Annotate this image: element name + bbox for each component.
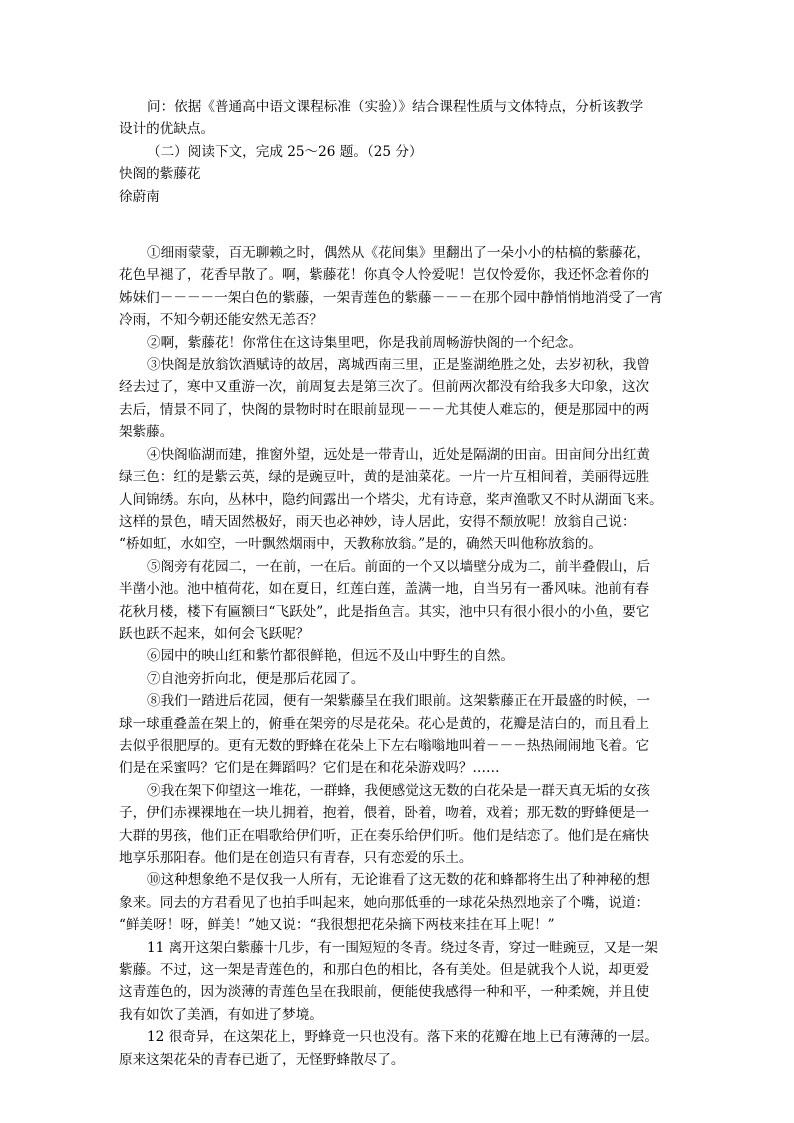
article-author: 徐蔚南 (119, 188, 160, 205)
paragraph-2 (119, 332, 679, 354)
paragraph-line: ①细雨蒙蒙，百无聊赖之时，偶然从《花间集》里翻出了一朵小小的枯槁的紫藤花， (147, 245, 650, 262)
question-line: 设计的优缺点。 (119, 121, 215, 138)
paragraph-9 (119, 780, 679, 870)
paragraph-line: ⑨我在架下仰望这一堆花，一群蜂，我便感觉这无数的白花朵是一群天真无垢的女孩 (147, 782, 650, 799)
paragraph-line: 去似乎很肥厚的。更有无数的野蜂在花朵上下左右嗡嗡地叫着－－－热热闹闹地飞着。它 (119, 737, 650, 754)
paragraph-line: 球一球重叠盖在架上的，俯垂在架旁的尽是花朵。花心是黄的，花瓣是洁白的，而且看上 (119, 715, 650, 732)
paragraph-line: ③快阁是放翁饮酒赋诗的故居，离城西南三里，正是鉴湖绝胜之处，去岁初秋，我曾 (147, 357, 650, 374)
paragraph-line: “鲜美呀！呀，鲜美！”她又说：“我很想把花朵摘下两枝来挂在耳上呢！” (119, 917, 555, 934)
paragraph-line: 冷雨，不知今朝还能安然无恙否？ (119, 312, 323, 329)
paragraph-line: 们是在采蜜吗？它们是在舞蹈吗？它们是在和花朵游戏吗？…… (119, 760, 500, 777)
paragraph-8 (119, 690, 679, 780)
paragraph-line: ⑩这种想象绝不是仅我一人所有，无论谁看了这无数的花和蜂都将生出了种神秘的想 (147, 872, 650, 889)
paragraph-5 (119, 556, 679, 646)
paragraph-7 (119, 668, 679, 690)
paragraph-line: 大群的男孩，他们正在唱歌给伊们听，正在奏乐给伊们听。他们是结恋了。他们是在痛快 (119, 827, 650, 844)
paragraph-10 (119, 869, 679, 936)
question-line: 问：依据《普通高中语文课程标准（实验）》结合课程性质与文体特点，分析该教学 (147, 99, 644, 115)
paragraph-line: 紫藤。不过，这一架是青莲色的，和那白色的相比，各有美处。但是就我个人说，却更爱 (119, 962, 650, 979)
paragraph-line: 绿三色：红的是紫云英，绿的是豌豆叶，黄的是油菜花。一片一片互相间着，美丽得远胜 (119, 469, 650, 486)
paragraph-line: ②啊，紫藤花！你常住在这诗集里吧，你是我前周畅游快阁的一个纪念。 (147, 334, 582, 351)
paragraph-11 (119, 937, 679, 1027)
paragraph-line: 人间锦绣。东向，丛林中，隐约间露出一个塔尖，尤有诗意，桨声渔歌又不时从湖面飞来。 (119, 491, 663, 508)
article-title: 快阁的紫藤花 (119, 166, 201, 183)
paragraph-line: 我有如饮了美酒，有如进了梦境。 (119, 1006, 323, 1023)
paragraph-1 (119, 242, 679, 332)
paragraph-line: 花秋月楼，楼下有匾额曰“飞跃处”，此是指鱼言。其实，池中只有很小很小的小鱼，要它 (119, 603, 650, 620)
paragraph-6 (119, 645, 679, 667)
spacer (119, 208, 679, 242)
paragraph-line: ⑤阁旁有花园二，一在前，一在后。前面的一个又以墙壁分成为二，前半叠假山，后 (147, 558, 650, 575)
paragraph-line: 花色早褪了，花香早散了。啊，紫藤花！你真令人怜爱呢！岂仅怜爱你，我还怀念着你的 (119, 267, 650, 284)
paragraph-line: ⑧我们一踏进后花园，便有一架紫藤呈在我们眼前。这架紫藤正在开最盛的时候，一 (147, 693, 650, 710)
paragraph-line: “桥如虹，水如空，一叶飘然烟雨中，天教称放翁。”是的，确然天叫他称放翁的。 (119, 536, 602, 553)
paragraph-line: 架紫藤。 (119, 424, 174, 441)
paragraph-line: ⑦自池旁折向北，便是那后花园了。 (147, 670, 365, 687)
paragraph-4 (119, 444, 679, 556)
paragraph-12 (119, 1026, 679, 1071)
paragraph-line: 经去过了，寒中又重游一次，前周复去是第三次了。但前两次都没有给我多大印象，这次 (119, 379, 650, 396)
paragraph-line: 这青莲色的，因为淡薄的青莲色呈在我眼前，便能使我感得一种和平，一种柔婉，并且使 (119, 984, 650, 1001)
paragraph-line: 12 很奇异，在这架花上，野蜂竟一只也没有。落下来的花瓣在地上已有薄薄的一层。 (147, 1029, 658, 1046)
section-instruction: （二）阅读下文，完成 25～26 题。（25 分） (147, 143, 423, 160)
question-block (119, 96, 679, 141)
paragraph-line: 跃也跃不起来，如何会飞跃呢？ (119, 625, 310, 642)
paragraph-line: 象来。同去的方君看见了也拍手叫起来，她向那低垂的一球花朵热烈地亲了个嘴，说道： (119, 894, 650, 911)
paragraph-line: 姊妹们－－－－一架白色的紫藤，一架青莲色的紫藤－－－在那个园中静悄悄地消受了一宵 (119, 289, 663, 306)
article-body (119, 242, 679, 1071)
paragraph-line: 子，伊们赤裸裸地在一块儿拥着，抱着，偎着，卧着，吻着，戏着；那无数的野蜂便是一 (119, 805, 650, 822)
paragraph-3 (119, 354, 679, 444)
paragraph-line: 半凿小池。池中植荷花，如在夏日，红莲白莲，盖满一地，自当另有一番风味。池前有春 (119, 581, 650, 598)
paragraph-line: 原来这架花朵的青春已逝了，无怪野蜂散尽了。 (119, 1051, 405, 1068)
paragraph-line: 这样的景色，晴天固然极好，雨天也必神妙，诗人居此，安得不颓放呢！放翁自己说： (119, 513, 636, 530)
document-page (119, 96, 679, 1071)
paragraph-line: 11 离开这架白紫藤十几步，有一围短短的冬青。绕过冬青，穿过一畦豌豆，又是一架 (147, 939, 658, 956)
paragraph-line: ⑥园中的映山红和紫竹都很鲜艳，但远不及山中野生的自然。 (147, 648, 515, 665)
paragraph-line: 去后，情景不同了，快阁的景物时时在眼前显现－－－尤其使人难忘的，便是那园中的两 (119, 401, 650, 418)
paragraph-line: ④快阁临湖而建，推窗外望，远处是一带青山，近处是隔湖的田亩。田亩间分出红黄 (147, 446, 650, 463)
paragraph-line: 地享乐那阳春。他们是在创造只有青春，只有恋爱的乐土。 (119, 850, 473, 866)
